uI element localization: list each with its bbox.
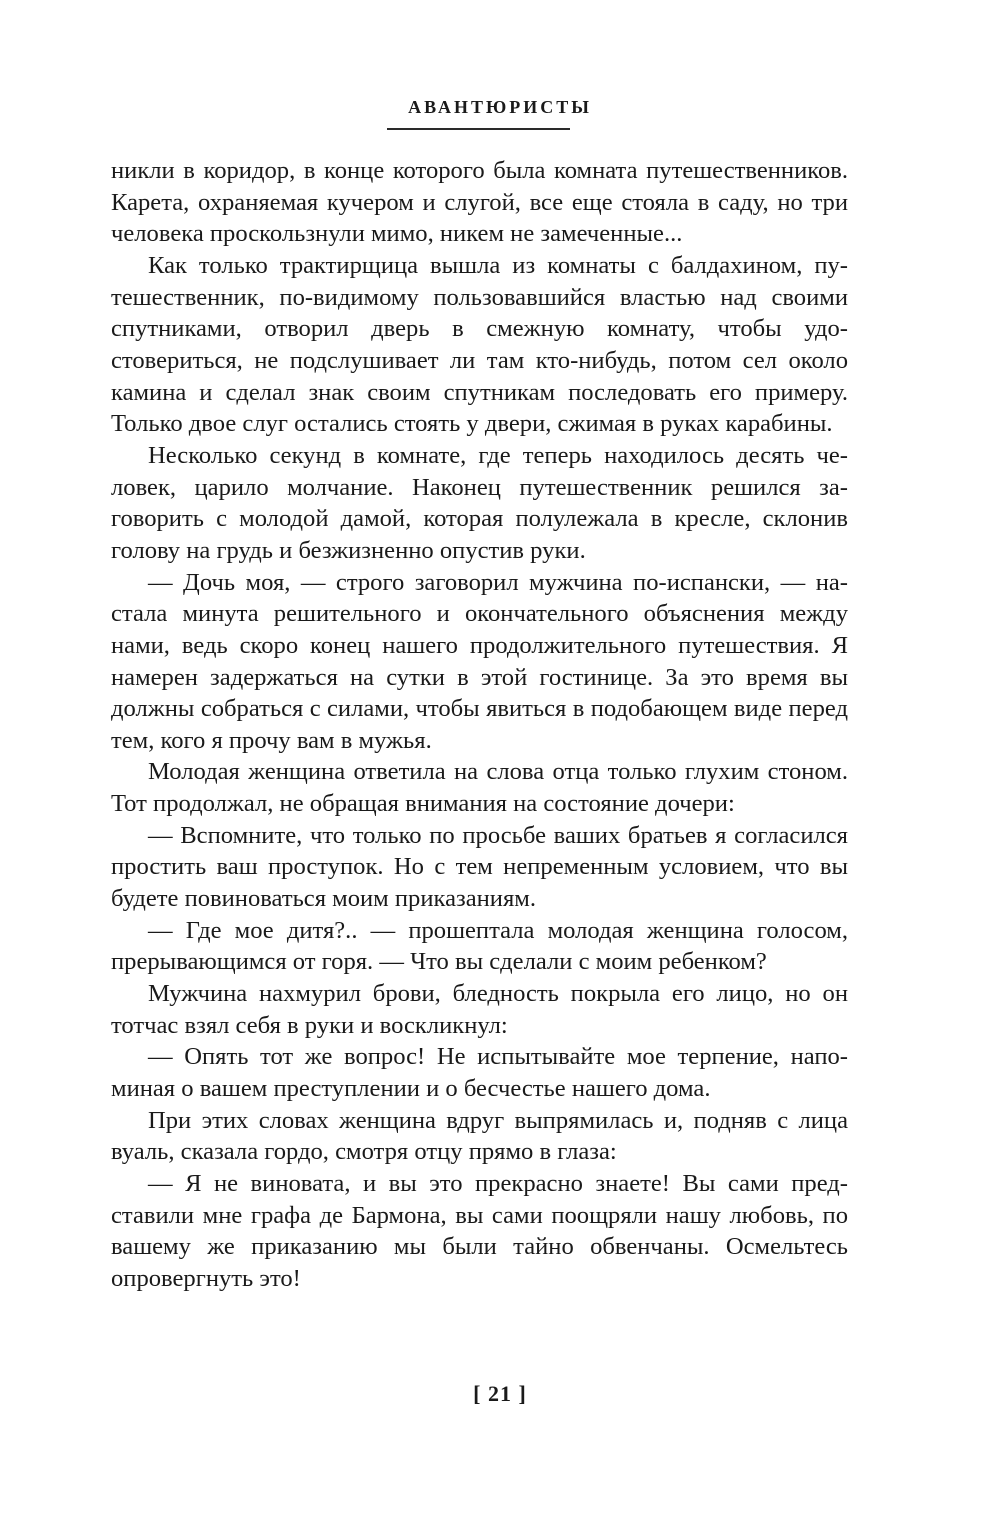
paragraph: Молодая женщина ответила на слова отца только глухим стоном. Тот продолжал, не обращая внимания на состояние дочери: (111, 758, 848, 818)
paragraph: При этих словах женщина вдруг выпрямилась и, подняв с лица вуаль, сказала гордо, смотря отцу прямо в глаза: (111, 1106, 848, 1166)
paragraph: — Я не виновата, и вы это прекрасно знаете! Вы сами представили мне графа де Бармона, вы сами поощряли нашу любовь, по вашему же приказанию мы были тайно обвенчаны. Осмельтесь опровергнуть это! (111, 1170, 848, 1292)
running-head (0, 97, 1000, 124)
running-title: АВАНТЮРИСТЫ (408, 97, 592, 117)
body-text (111, 155, 848, 1295)
paragraph: Мужчина нахмурил брови, бледность покрыла его лицо, но он тотчас взял себя в руки и воскликнул: (111, 980, 848, 1039)
paragraph: — Дочь моя, — строго заговорил мужчина по-испански, — настала минута решительного и окончательного объяснения между нами, ведь скоро конец нашего продолжительного путешествия. Я намерен задержаться на сутки в этой гостинице. За это время вы должны собраться с силами, чтобы явиться в подобающем виде перед тем, кого я прочу вам в мужья. (111, 568, 848, 754)
paragraph: никли в коридор, в конце которого была комната путешественников. Карета, охраняемая кучером и слугой, все еще стояла в саду, но три человека проскользнули мимо, никем не замеченные... (111, 157, 848, 248)
paragraph: Как только трактирщица вышла из комнаты с балдахином, путешественник, по-видимому пользовавшийся властью над своими спутниками, отворил дверь в смежную комнату, чтобы удостовериться, не подслушивает ли там кто-нибудь, потом сел около камина и сделал знак своим спутникам последовать его примеру. Только двое слуг остались стоять у двери, сжимая в руках карабины. (111, 251, 848, 438)
paragraph: — Где мое дитя?.. — прошептала молодая женщина голосом, прерывающимся от горя. — Что вы сделали с моим ребенком? (111, 916, 848, 976)
paragraph: — Вспомните, что только по просьбе ваших братьев я согласился простить ваш проступок. Но с тем непременным условием, что вы будете повиноваться моим приказаниям. (111, 821, 848, 913)
paragraph: Несколько секунд в комнате, где теперь находилось десять человек, царило молчание. Наконец путешественник решился заговорить с молодой дамой, которая полулежала в кресле, склонив голову на грудь и безжизненно опустив руки. (111, 441, 848, 564)
running-head-rule (387, 128, 570, 130)
paragraph: — Опять тот же вопрос! Не испытывайте мое терпение, напоминая о вашем преступлении и о бесчестье нашего дома. (111, 1043, 848, 1103)
page-number: [ 21 ] (473, 1381, 527, 1406)
